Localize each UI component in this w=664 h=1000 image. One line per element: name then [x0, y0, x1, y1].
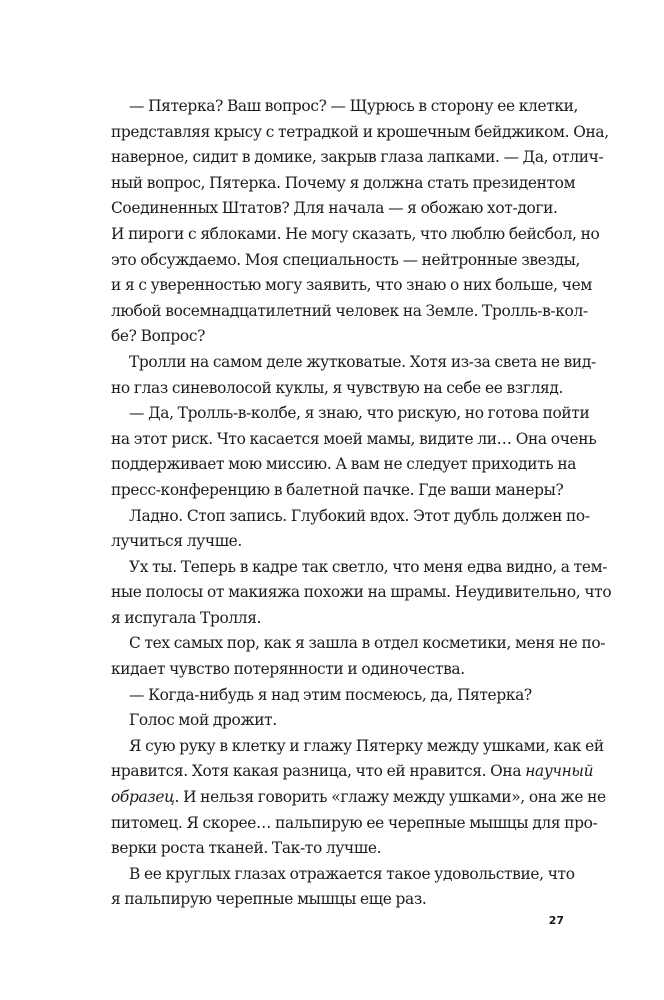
text-line: И пироги с яблоками. Не могу сказать, что люблю бейсбол, но	[111, 224, 600, 243]
page-body	[111, 94, 612, 913]
italic-text: научный	[525, 762, 594, 781]
text-line: Соединенных Штатов? Для начала — я обожаю хот-доги.	[111, 199, 558, 218]
text-line: Ладно. Стоп запись. Глубокий вдох. Этот дубль должен по-	[129, 506, 590, 525]
text-line: кидает чувство потерянности и одиночества.	[111, 660, 465, 679]
paragraph	[111, 683, 554, 709]
text-line: представляя крысу с тетрадкой и крошечным бейджиком. Она,	[111, 122, 609, 141]
text-line: я пальпирую черепные мышцы еще раз.	[111, 890, 427, 909]
text-line: Тролли на самом деле жутковатые. Хотя из-за света не вид-	[129, 352, 596, 371]
text-line: поддерживает мою миссию. А вам не следует приходить на	[111, 455, 577, 474]
text-line: питомец. Я скорее… пальпирую ее черепные мышцы для про-	[111, 813, 598, 832]
paragraph	[111, 734, 606, 862]
text-line: — Когда-нибудь я над этим посмеюсь, да, Пятерка?	[129, 685, 532, 704]
text-line: Я сую руку в клетку и глажу Пятерку между ушками, как ей	[129, 736, 604, 755]
paragraph	[111, 631, 606, 682]
text-line: Голос мой дрожит.	[129, 711, 277, 730]
paragraph	[111, 504, 590, 555]
paragraph	[111, 555, 612, 632]
text-line: — Да, Тролль-в-колбе, я знаю, что рискую, но готова пойти	[129, 404, 590, 423]
text-line: ный вопрос, Пятерка. Почему я должна стать президентом	[111, 173, 576, 192]
text-line: — Пятерка? Ваш вопрос? — Щурюсь в сторону ее клетки,	[129, 97, 579, 115]
text-line: наверное, сидит в домике, закрыв глаза лапками. — Да, отлич-	[111, 148, 604, 167]
text-line: лучиться лучше.	[111, 532, 242, 551]
paragraph	[111, 862, 575, 913]
text-line: и я с уверенностью могу заявить, что знаю о них больше, чем	[111, 276, 592, 295]
text-line: ные полосы от макияжа похожи на шрамы. Неудивительно, что	[111, 583, 612, 602]
text-segment: нравится. Хотя какая разница, что ей нравится. Она	[111, 762, 526, 781]
text-line: но глаз синеволосой куклы, я чувствую на себе ее взгляд.	[111, 378, 564, 397]
paragraph	[111, 401, 597, 503]
text-line: это обсуждаемо. Моя специальность — нейтронные звезды,	[111, 250, 581, 269]
text-line	[111, 785, 606, 811]
text-line: пресс-конференцию в балетной пачке. Где ваши манеры?	[111, 480, 564, 499]
paragraph	[111, 708, 554, 734]
italic-text: образец	[111, 788, 175, 807]
text-line: на этот риск. Что касается моей мамы, видите ли… Она очень	[111, 429, 597, 448]
text-line: В ее круглых глазах отражается такое удовольствие, что	[129, 864, 575, 883]
text-line: верки роста тканей. Так-то лучше.	[111, 839, 382, 858]
text-line: бе? Вопрос?	[111, 327, 205, 346]
text-line: я испугала Тролля.	[111, 608, 262, 627]
text-line: Ух ты. Теперь в кадре так светло, что меня едва видно, а тем-	[129, 557, 608, 576]
paragraph	[111, 350, 596, 401]
text-segment: . И нельзя говорить «глажу между ушками», она же не	[174, 788, 606, 807]
text-line: С тех самых пор, как я зашла в отдел косметики, меня не по-	[129, 634, 606, 653]
text-line: любой восемнадцатилетний человек на Земле. Тролль-в-кол-	[111, 301, 588, 320]
paragraph	[111, 94, 609, 350]
text-line	[111, 759, 594, 785]
page-number: 27	[548, 914, 564, 927]
